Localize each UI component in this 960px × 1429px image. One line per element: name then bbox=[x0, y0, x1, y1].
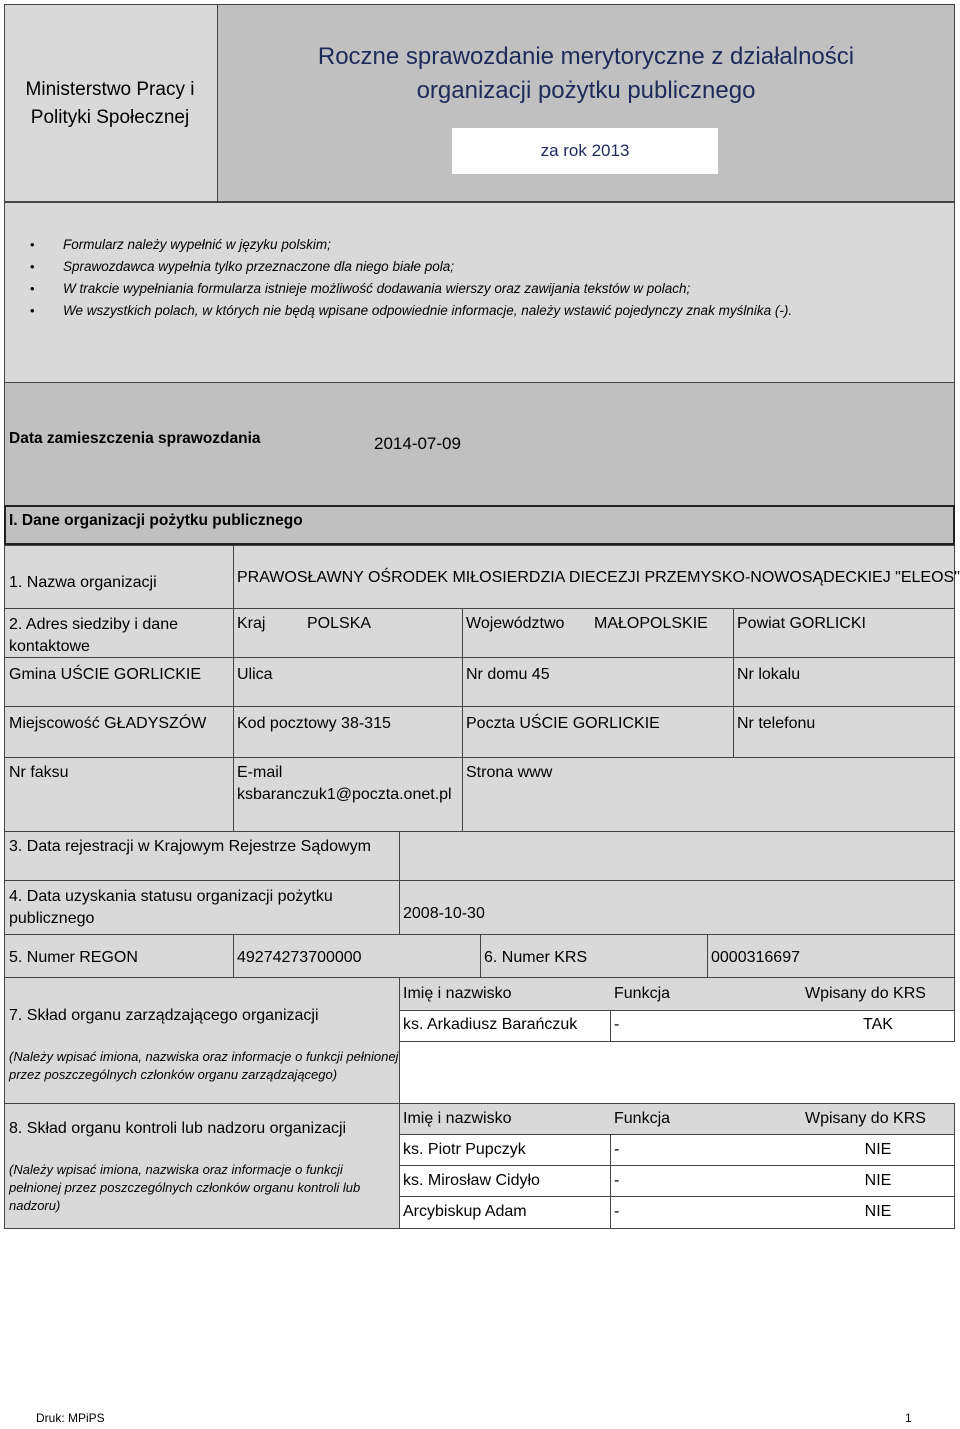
bullet-icon: • bbox=[30, 259, 35, 274]
address-label: 2. Adres siedziby i dane kontaktowe bbox=[9, 616, 178, 655]
supervisory-member-krs[interactable]: NIE bbox=[864, 1141, 892, 1158]
supervisory-header-name: Imię i nazwisko bbox=[403, 1110, 512, 1127]
report-title-line2: organizacji pożytku publicznego bbox=[416, 77, 756, 104]
telefon-field[interactable]: Nr telefonu bbox=[737, 715, 816, 732]
board-member-function[interactable]: - bbox=[614, 1016, 620, 1033]
poczta-field[interactable]: Poczta UŚCIE GORLICKIE bbox=[466, 715, 660, 732]
board-header-function: Funkcja bbox=[614, 985, 671, 1002]
regon-label: 5. Numer REGON bbox=[9, 949, 138, 966]
nr-domu-field[interactable]: Nr domu 45 bbox=[466, 666, 550, 683]
supervisory-member-krs[interactable]: NIE bbox=[864, 1203, 892, 1220]
www-field[interactable]: Strona www bbox=[466, 764, 553, 781]
supervisory-header-krs: Wpisany do KRS bbox=[805, 1110, 926, 1127]
miejscowosc-field[interactable]: Miejscowość GŁADYSZÓW bbox=[9, 715, 207, 732]
instruction-item: W trakcie wypełniania formularza istnieje możliwość dodawania wierszy oraz zawijania tekstów w polach; bbox=[63, 281, 691, 296]
email-value[interactable]: ksbaranczuk1@poczta.onet.pl bbox=[237, 786, 452, 803]
supervisory-member-name[interactable]: ks. Mirosław Cidyło bbox=[403, 1172, 540, 1189]
faks-field[interactable]: Nr faksu bbox=[9, 764, 69, 781]
instruction-item: We wszystkich polach, w których nie będą wpisane odpowiednie informacje, należy wstawić pojedynczy znak myślnika (-). bbox=[63, 303, 793, 318]
name-label: 1. Nazwa organizacji bbox=[9, 574, 157, 591]
footer-print: Druk: MPiPS bbox=[36, 1411, 105, 1425]
wojewodztwo-label: Województwo bbox=[466, 615, 565, 632]
wojewodztwo-value[interactable]: MAŁOPOLSKIE bbox=[594, 615, 708, 632]
footer-page-number: 1 bbox=[905, 1411, 912, 1425]
board-header-krs: Wpisany do KRS bbox=[805, 985, 926, 1002]
supervisory-member-krs[interactable]: NIE bbox=[864, 1172, 892, 1189]
powiat-field[interactable]: Powiat GORLICKI bbox=[737, 615, 866, 632]
supervisory-label: 8. Skład organu kontroli lub nadzoru organizacji bbox=[9, 1120, 347, 1137]
krs-label: 6. Numer KRS bbox=[484, 949, 588, 966]
section1-heading: I. Dane organizacji pożytku publicznego bbox=[9, 512, 303, 529]
report-title-line1: Roczne sprawozdanie merytoryczne z działalności bbox=[317, 43, 855, 70]
year-field[interactable]: za rok 2013 bbox=[452, 128, 718, 174]
table-cell-divider bbox=[610, 1134, 611, 1229]
table-cell-divider bbox=[610, 1010, 611, 1042]
status-label: 4. Data uzyskania statusu organizacji pożytku publicznego bbox=[9, 888, 333, 927]
board-note: (Należy wpisać imiona, nazwiska oraz informacje o funkcji pełnionej przez poszczególnych członków organu zarządzającego) bbox=[9, 1049, 399, 1082]
ulica-field[interactable]: Ulica bbox=[237, 666, 273, 683]
reg-date-value-cell bbox=[399, 831, 955, 881]
reg-date-label: 3. Data rejestracji w Krajowym Rejestrze Sądowym bbox=[9, 838, 371, 855]
krs-value[interactable]: 0000316697 bbox=[711, 949, 800, 966]
supervisory-note: (Należy wpisać imiona, nazwiska oraz informacje o funkcji pełnionej przez poszczególnych członków organu kontroli lub nadzoru) bbox=[9, 1162, 361, 1213]
organization-name[interactable]: PRAWOSŁAWNY OŚRODEK MIŁOSIERDZIA DIECEZJI PRZEMYSKO-NOWOSĄDECKIEJ "ELEOS" bbox=[237, 569, 960, 586]
supervisory-member-function[interactable]: - bbox=[614, 1141, 620, 1158]
ministry-name: Ministerstwo Pracy i Polityki Społecznej bbox=[25, 79, 195, 128]
status-date[interactable]: 2008-10-30 bbox=[403, 905, 485, 922]
instruction-item: Sprawozdawca wypełnia tylko przeznaczone dla niego białe pola; bbox=[63, 259, 454, 274]
board-member-krs[interactable]: TAK bbox=[863, 1016, 893, 1033]
gmina-field[interactable]: Gmina UŚCIE GORLICKIE bbox=[9, 666, 202, 683]
email-label: E-mail bbox=[237, 764, 283, 781]
kod-pocztowy-field[interactable]: Kod pocztowy 38-315 bbox=[237, 715, 391, 732]
instruction-item: Formularz należy wypełnić w języku polskim; bbox=[63, 237, 331, 252]
kraj-label: Kraj bbox=[237, 615, 266, 632]
supervisory-member-name[interactable]: Arcybiskup Adam bbox=[403, 1203, 527, 1220]
supervisory-member-function[interactable]: - bbox=[614, 1203, 620, 1220]
supervisory-member-name[interactable]: ks. Piotr Pupczyk bbox=[403, 1141, 526, 1158]
supervisory-member-function[interactable]: - bbox=[614, 1172, 620, 1189]
instructions-list bbox=[30, 234, 930, 322]
supervisory-header-function: Funkcja bbox=[614, 1110, 671, 1127]
kraj-value[interactable]: POLSKA bbox=[307, 615, 372, 632]
board-label: 7. Skład organu zarządzającego organizacji bbox=[9, 1007, 319, 1024]
publication-label: Data zamieszczenia sprawozdania bbox=[9, 430, 261, 447]
board-label-cell bbox=[4, 977, 400, 1104]
board-member-name[interactable]: ks. Arkadiusz Barańczuk bbox=[403, 1016, 578, 1033]
bullet-icon: • bbox=[30, 303, 35, 318]
bullet-icon: • bbox=[30, 237, 35, 252]
publication-date[interactable]: 2014-07-09 bbox=[374, 434, 461, 453]
board-header-name: Imię i nazwisko bbox=[403, 985, 512, 1002]
regon-value[interactable]: 49274273700000 bbox=[237, 949, 362, 966]
bullet-icon: • bbox=[30, 281, 35, 296]
nr-lokalu-field[interactable]: Nr lokalu bbox=[737, 666, 801, 683]
